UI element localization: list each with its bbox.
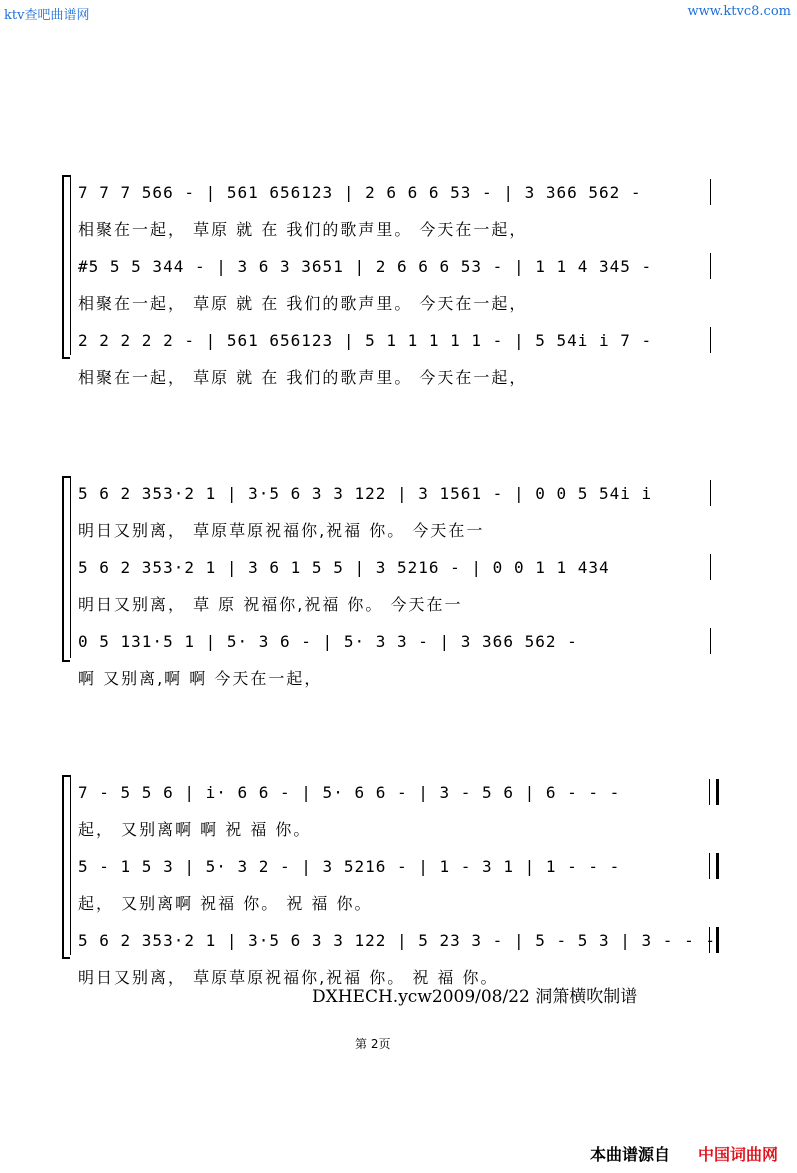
notation-line: 2 2 2 2 2 - | 561 656123 | 5 1 1 1 1 1 - | 5 54i i 7 - [78,331,653,350]
lyrics-line: 相聚在一起， 草原 就 在 我们的歌声里。 今天在一起， [78,368,528,387]
page-number: 第 2页 [355,1037,391,1051]
score-part-3 [0,632,797,712]
score-part-2 [0,857,797,937]
lyrics-line: 相聚在一起， 草原 就 在 我们的歌声里。 今天在一起， [78,220,528,239]
lyrics-line: 明日又别离， 草原草原祝福你,祝福 你。 今天在一 [78,521,485,540]
left-watermark: ktv查吧曲谱网 [4,8,90,23]
score-part-2 [0,257,797,337]
lyrics-line: 起， 又别离啊 啊 祝 福 你。 [78,820,312,839]
lyrics-line: 明日又别离， 草原草原祝福你,祝福 你。 祝 福 你。 [78,968,499,987]
score-part-3 [0,331,797,411]
lyrics-line: 起， 又别离啊 祝福 你。 祝 福 你。 [78,894,373,913]
score-part-1 [0,484,797,564]
barline [710,179,711,205]
final-barline [709,779,719,805]
notation-line: #5 5 5 344 - | 3 6 3 3651 | 2 6 6 6 53 - | 1 1 4 345 - [78,257,653,276]
final-barline [709,853,719,879]
lyrics-line: 相聚在一起， 草原 就 在 我们的歌声里。 今天在一起， [78,294,528,313]
score-part-1 [0,783,797,863]
score-part-2 [0,558,797,638]
lyrics-line: 明日又别离， 草 原 祝福你,祝福 你。 今天在一 [78,595,463,614]
footer-brand-link[interactable]: 中国词曲网 [698,1145,779,1164]
notation-line: 7 - 5 5 6 | i· 6 6 - | 5· 6 6 - | 3 - 5 6 | 6 - - - [78,783,621,802]
notation-line: 5 - 1 5 3 | 5· 3 2 - | 3 5216 - | 1 - 3 1 | 1 - - - [78,857,621,876]
score-part-1 [0,183,797,263]
notation-line: 5 6 2 353·2 1 | 3 6 1 5 5 | 3 5216 - | 0 0 1 1 434 [78,558,610,577]
barline [710,554,711,580]
notation-line: 7 7 7 566 - | 561 656123 | 2 6 6 6 53 - | 3 366 562 - [78,183,642,202]
barline [710,628,711,654]
final-barline [709,927,719,953]
notation-line: 0 5 131·5 1 | 5· 3 6 - | 5· 3 3 - | 3 366 562 - [78,632,578,651]
barline [710,327,711,353]
footer-source-label: 本曲谱源自 [590,1145,671,1164]
notation-line: 5 6 2 353·2 1 | 3·5 6 3 3 122 | 5 23 3 - | 5 - 5 3 | 3 - - - [78,931,716,950]
transcriber-credit: DXHECH.ycw2009/08/22 洞箫横吹制谱 [312,987,638,1007]
right-watermark: www.ktvc8.com [687,4,791,19]
notation-line: 5 6 2 353·2 1 | 3·5 6 3 3 122 | 3 1561 - | 0 0 5 54i i [78,484,653,503]
lyrics-line: 啊 又别离,啊 啊 今天在一起， [78,669,323,688]
barline [710,480,711,506]
barline [710,253,711,279]
